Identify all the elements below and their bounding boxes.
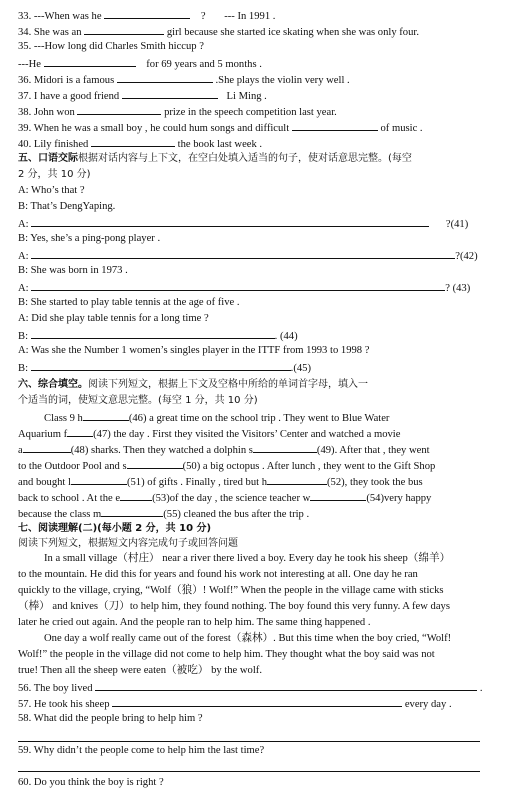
answer-blank[interactable]	[117, 72, 213, 83]
cloze-blank-46[interactable]	[83, 410, 129, 421]
section-5-heading	[18, 152, 496, 166]
answer-blank[interactable]	[77, 104, 161, 115]
passage-line: Wolf!” the people in the village did not come to help him. They thought what the boy said was not	[18, 649, 435, 660]
cloze-text: (54)very happy	[366, 493, 432, 504]
section-instructions: 2 分，共 10 分)	[18, 169, 91, 180]
question-text: every day .	[404, 699, 452, 710]
answer-blank[interactable]	[31, 216, 429, 227]
dialogue-line-45	[18, 360, 496, 376]
dialogue-line-44	[18, 328, 496, 344]
section-6-heading	[18, 378, 496, 392]
answer-blank[interactable]	[18, 731, 480, 742]
passage-line: later he cried out again. And the people ran to help him. The same thing happened .	[18, 617, 371, 628]
cloze-blank-50[interactable]	[127, 458, 183, 469]
question-36	[18, 72, 496, 88]
passage-line: （棒） and knives（刀）to help him, they found nothing. The boy found this very funny. A few days	[18, 601, 450, 612]
blank-number: ? (43)	[445, 283, 471, 294]
cloze-line	[18, 506, 496, 522]
dialogue-line: B: That’s DengYaping.	[18, 201, 116, 212]
speaker: B:	[18, 331, 29, 342]
passage-line: In a small village（村庄） near a river there lived a boy. Every day he took his sheep（绵羊）	[44, 553, 451, 564]
speaker: A:	[18, 283, 29, 294]
answer-line-59[interactable]	[18, 761, 496, 777]
question-text: 33. ---When was he	[18, 11, 102, 22]
dialogue-line-43	[18, 280, 496, 296]
answer-blank[interactable]	[84, 24, 164, 35]
answer-blank[interactable]	[31, 328, 275, 339]
cloze-blank-48[interactable]	[23, 442, 71, 453]
cloze-blank-52[interactable]	[267, 474, 327, 485]
question-text: girl because she started ice skating when she was only four.	[166, 27, 419, 38]
speaker: B:	[18, 363, 29, 374]
dialogue-line: A: Did she play table tennis for a long time ?	[18, 313, 209, 324]
dialogue-line-41	[18, 216, 496, 232]
passage-line: true! Then all the sheep were eaten（被吃） by the wolf.	[18, 665, 262, 676]
dialogue-line: B: She started to play table tennis at the age of five .	[18, 297, 240, 308]
cloze-text: because the class m	[18, 509, 102, 520]
question-60: 60. Do you think the boy is right ?	[18, 777, 164, 788]
blank-number: . (44)	[274, 331, 298, 342]
cloze-line	[18, 490, 496, 506]
answer-blank[interactable]	[18, 761, 480, 772]
question-text: 56. The boy lived	[18, 683, 93, 694]
question-58: 58. What did the people bring to help him ?	[18, 713, 203, 724]
question-40	[18, 136, 496, 152]
question-text: ---He	[18, 59, 41, 70]
question-text: .	[479, 683, 483, 694]
cloze-blank-51[interactable]	[71, 474, 127, 485]
blank-number: ?(42)	[455, 251, 478, 262]
answer-blank[interactable]	[44, 56, 136, 67]
answer-blank[interactable]	[31, 248, 455, 259]
section-instructions: 个适当的词，使短文意思完整。(每空 1 分，共 10 分)	[18, 395, 258, 406]
question-33	[18, 8, 496, 24]
cloze-blank-54[interactable]	[310, 490, 366, 501]
dialogue-line: B: Yes, she’s a ping-pong player .	[18, 233, 161, 244]
question-text: the book last week .	[177, 139, 263, 150]
question-39	[18, 120, 496, 136]
dialogue-line: A: Was she the Number 1 women’s singles player in the ITTF from 1993 to 1998 ?	[18, 345, 370, 356]
question-34	[18, 24, 496, 40]
answer-blank[interactable]	[31, 360, 291, 371]
answer-blank[interactable]	[122, 88, 218, 99]
cloze-blank-53[interactable]	[120, 490, 152, 501]
section-title: 五、口语交际	[18, 153, 78, 164]
passage-line: One day a wolf really came out of the forest（森林）. But this time when the boy cried, “Wolf!	[44, 633, 452, 644]
answer-blank[interactable]	[292, 120, 378, 131]
answer-blank[interactable]	[104, 8, 190, 19]
section-title: 六、综合填空。	[18, 379, 88, 390]
question-text: 57. He took his sheep	[18, 699, 110, 710]
answer-blank[interactable]	[31, 280, 445, 291]
cloze-line	[18, 442, 496, 458]
question-text: 35. ---How long did Charles Smith hiccup ?	[18, 41, 204, 52]
cloze-text: (46) a great time on the school trip . They went to Blue Water	[128, 413, 390, 424]
cloze-text: (49). After that , they went	[316, 445, 430, 456]
passage-line: to the mountain. He did this for years and found his work not interesting at all. One day he ran	[18, 569, 418, 580]
question-56	[18, 680, 496, 696]
cloze-line	[18, 458, 496, 474]
question-57	[18, 696, 496, 712]
passage-line: quickly to the village, crying, “Wolf（狼）! Wolf!” When the people in the village came with sticks	[18, 585, 444, 596]
cloze-text: back to school . At the e	[18, 493, 121, 504]
cloze-blank-47[interactable]	[67, 426, 93, 437]
answer-blank[interactable]	[95, 680, 477, 691]
cloze-blank-49[interactable]	[253, 442, 317, 453]
question-text: Li Ming .	[226, 91, 267, 102]
cloze-text: (52), they took the bus	[327, 477, 423, 488]
cloze-text: to the Outdoor Pool and s	[18, 461, 127, 472]
question-37	[18, 88, 496, 104]
cloze-text: (55) cleaned the bus after the trip .	[163, 509, 310, 520]
question-text: 36. Midori is a famous	[18, 75, 115, 86]
section-7-title: 七、阅读理解(二)(每小题 2 分，共 10 分)	[18, 523, 212, 534]
cloze-text: (53)of the day , the science teacher w	[152, 493, 311, 504]
cloze-line	[18, 474, 496, 490]
question-text: prize in the speech competition last year.	[164, 107, 337, 118]
blank-number: .(45)	[290, 363, 311, 374]
question-text: 39. When he was a small boy , he could hum songs and difficult	[18, 123, 290, 134]
question-text: --- In 1991 .	[224, 11, 276, 22]
question-text: 38. John won	[18, 107, 75, 118]
question-text: 34. She was an	[18, 27, 82, 38]
speaker: A:	[18, 219, 29, 230]
cloze-text: Class 9 h	[44, 413, 83, 424]
dialogue-line: B: She was born in 1973 .	[18, 265, 128, 276]
answer-blank[interactable]	[91, 136, 175, 147]
question-59: 59. Why didn’t the people come to help him the last time?	[18, 745, 265, 756]
question-38	[18, 104, 496, 120]
cloze-text: Aquarium f	[18, 429, 68, 440]
answer-blank[interactable]	[112, 696, 402, 707]
section-instructions: 根据对话内容与上下文，在空白处填入适当的句子，使对话意思完整。(每空	[78, 153, 412, 164]
dialogue-line: A: Who’s that ?	[18, 185, 85, 196]
question-35-answer	[18, 56, 496, 72]
section-instructions: 阅读下列短文，根据短文内容完成句子或回答问题	[18, 538, 238, 549]
cloze-text: (50) a big octopus . After lunch , they went to the Gift Shop	[182, 461, 436, 472]
cloze-text: (48) sharks. Then they watched a dolphin s	[70, 445, 253, 456]
cloze-blank-55[interactable]	[101, 506, 163, 517]
cloze-text: and bought l	[18, 477, 71, 488]
cloze-line	[18, 426, 496, 442]
cloze-text: a	[18, 445, 23, 456]
question-text: 40. Lily finished	[18, 139, 89, 150]
cloze-text: (51) of gifts . Finally , tired but h	[126, 477, 268, 488]
question-text: ?	[200, 11, 206, 22]
question-text: for 69 years and 5 months .	[146, 59, 262, 70]
cloze-line	[18, 410, 496, 426]
dialogue-line-42	[18, 248, 496, 264]
question-text: 37. I have a good friend	[18, 91, 120, 102]
blank-number: ?(41)	[445, 219, 469, 230]
speaker: A:	[18, 251, 29, 262]
section-instructions: 阅读下列短文，根据上下文及空格中所给的单词首字母，填入一	[88, 379, 368, 390]
question-text: .She plays the violin very well .	[215, 75, 350, 86]
cloze-text: (47) the day . First they visited the Visitors’ Center and watched a movie	[93, 429, 401, 440]
question-35	[18, 40, 496, 54]
question-text: of music .	[380, 123, 423, 134]
